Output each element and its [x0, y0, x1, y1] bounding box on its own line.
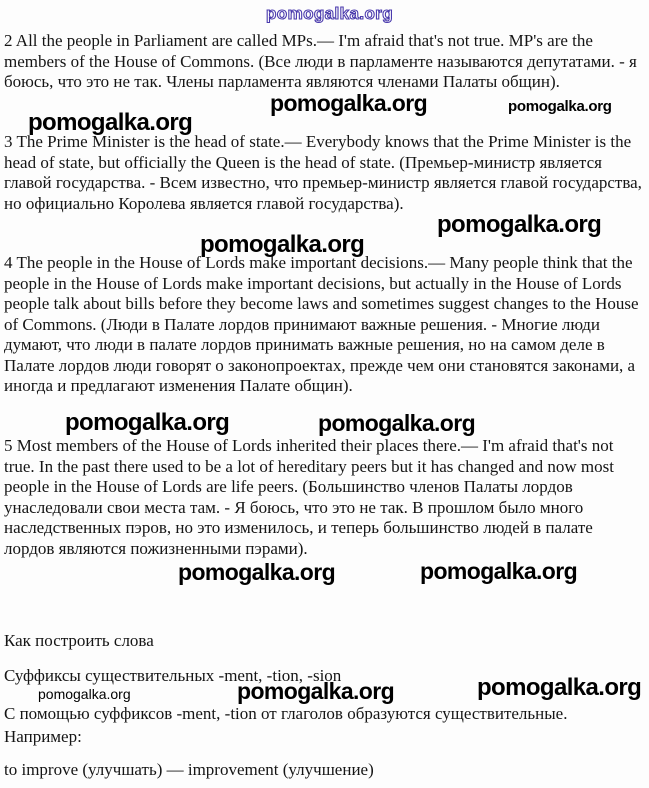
watermark-p5-center: pomogalka.org [178, 559, 336, 585]
watermark-p4-left: pomogalka.org [65, 409, 230, 436]
suffix-explanation: С помощью суффиксов -ment, -tion от глаголов образуются существительные. [4, 704, 568, 723]
watermark-p2-center: pomogalka.org [270, 90, 428, 116]
watermark-p4-center: pomogalka.org [318, 410, 476, 436]
watermark-p2-left: pomogalka.org [28, 109, 193, 136]
answer-paragraph-4: 4 The people in the House of Lords make important decisions.— Many people think that the people in the House of Lords make important decisions, but actually in the House of Lords people talk about bills before they become laws and sometimes suggest changes to the House of Commons. (Люди в Палате лордов принимают важные решения. - Многие люди думают, что люди в палате лордов принимать важные решения, но на самом деле в Палате лордов люди говорят о законопроектах, прежде чем они становятся законами, а иногда и предлагают изменения Палате общин). [4, 253, 639, 395]
answer-paragraph-2: 2 All the people in Parliament are called MPs.— I'm afraid that's not true. MP's are the members of the House of Commons. (Все люди в парламенте называются депутатами. - я боюсь, что это не так. Члены парламента являются членами Палаты общин). [4, 31, 637, 91]
section-heading-word-building: Как построить слова [4, 631, 154, 650]
watermark-p3-center: pomogalka.org [200, 231, 365, 258]
watermark-bottom-center: pomogalka.org [237, 678, 395, 704]
answer-paragraph-5: 5 Most members of the House of Lords inherited their places there.— I'm afraid that's not true. In the past there used to be a lot of hereditary peers but it has changed and now most people in the House of Lords are life peers. (Большинство членов Палаты лордов унаследовали свои места там. - Я боюсь, что это не так. В прошлом было много наследственных пэров, но это изменилось, и теперь большинство людей в палате лордов являются пожизненными пэрами). [4, 436, 614, 558]
suffixes-line: Суффиксы существительных -ment, -tion, -sion [4, 666, 342, 685]
watermark-outline-top: pomogalka.org [266, 4, 394, 23]
answer-paragraph-3: 3 The Prime Minister is the head of state.— Everybody knows that the Prime Minister is the head of state, but officially the Queen is the head of state. (Премьер-министр является главой государства. - Всем известно, что премьер-министр является главой государства, но официально Королева является главой государства). [4, 132, 642, 213]
watermark-p5-right: pomogalka.org [420, 558, 578, 584]
example-improve: to improve (улучшать) — improvement (улучшение) [4, 760, 374, 779]
watermark-p2-right: pomogalka.org [508, 98, 612, 115]
for-example-label: Например: [4, 727, 82, 746]
watermark-p3-right: pomogalka.org [437, 211, 602, 238]
watermark-bottom-right: pomogalka.org [477, 674, 642, 701]
watermark-bottom-left: pomogalka.org [38, 686, 131, 702]
